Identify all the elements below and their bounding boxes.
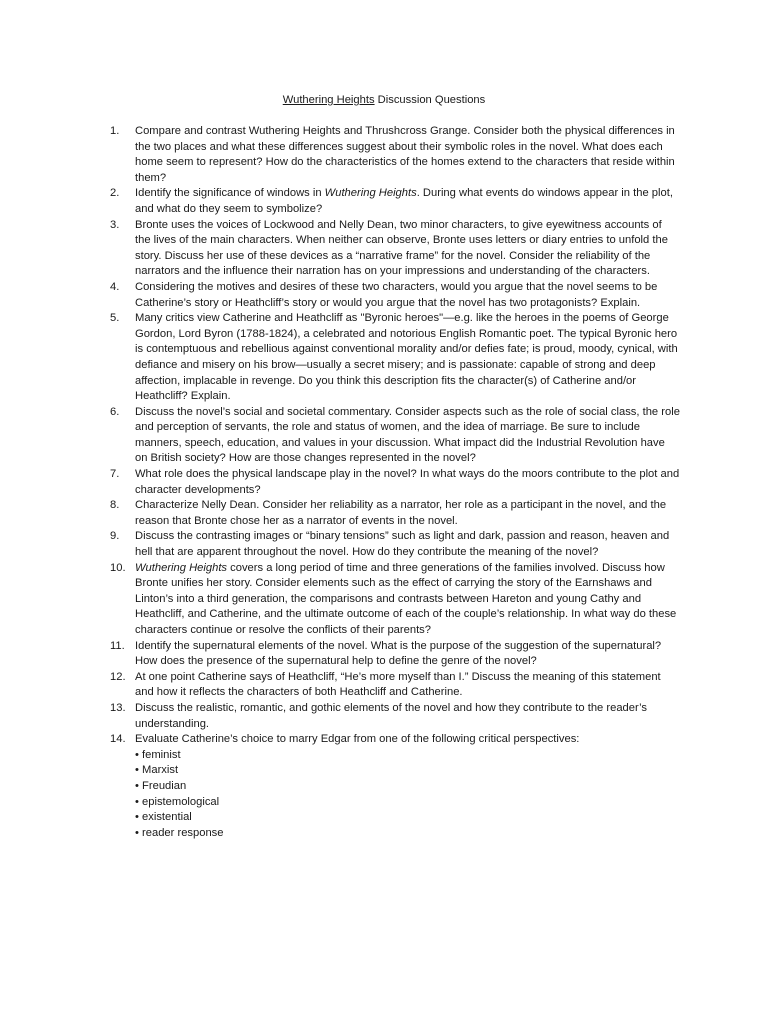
question-14 (110, 732, 680, 841)
question-list (110, 124, 680, 841)
question-text: Discuss the realistic, romantic, and gothic elements of the novel and how they contribute to the reader’s understanding. (135, 701, 648, 730)
question-number: 2. (110, 187, 120, 200)
title-suffix: Discussion Questions (374, 94, 486, 106)
question-9 (110, 529, 680, 560)
question-number: 6. (110, 405, 120, 418)
novel-title-italic: Wuthering Heights (324, 187, 417, 200)
question-1 (110, 124, 680, 186)
question-number: 1. (110, 125, 120, 137)
question-text: Discuss the contrasting images or “binary tensions” such as light and dark, passion and reason, heaven and hell that are apparent throughout the novel. How do they contribute the meaning of the novel? (135, 530, 670, 559)
question-text (135, 186, 680, 217)
question-11 (110, 639, 680, 670)
perspective-item: • feminist (135, 748, 680, 764)
document-title (0, 93, 768, 108)
question-2 (110, 186, 680, 217)
question-number: 4. (110, 280, 120, 293)
question-text: Characterize Nelly Dean. Consider her reliability as a narrator, her role as a participant in the novel, and the reason that Bronte chose her as a narrator of events in the novel. (135, 499, 667, 527)
question-number: 10. (110, 561, 126, 574)
question-text-part: covers a long period of time and three generations of the families involved. Discuss how Bronte unifies her story. Consider elements such as the effect of carrying the story of the Earnshaws and Linton’s into a third generation, the comparisons and contrasts between Hareton and young Cathy and Heathcliff, and Catherine, and the ultimate outcome of each of the couple’s relationship. In what way do these characters continue or resolve the conflicts of their parents? (135, 561, 677, 636)
question-text: Identify the supernatural elements of the novel. What is the purpose of the suggestion of the supernatural? How does the presence of the supernatural help to define the genre of the novel? (135, 639, 662, 668)
question-number: 13. (110, 701, 126, 714)
question-4 (110, 280, 680, 311)
question-text: Compare and contrast Wuthering Heights and Thrushcross Grange. Consider both the physical differences in the two places and what these differences suggest about their symbolic roles in the novel. What does each home seem to represent? How do the characteristics of the homes extend to the characters that reside within them? (135, 125, 675, 184)
question-5 (110, 311, 680, 405)
question-6 (110, 405, 680, 467)
question-text-part: Identify the significance of windows in (135, 187, 325, 200)
critical-perspectives-list (135, 748, 680, 842)
question-12 (110, 670, 680, 701)
question-text-part: . During what events do windows appear in the plot, and what do they seem to symbolize? (135, 187, 673, 215)
perspective-item: • existential (135, 810, 680, 826)
question-text: Considering the motives and desires of these two characters, would you argue that the novel seems to be Catherine’s story or Heathcliff’s story or would you argue that the novel has two protagonists? Explain. (135, 280, 658, 309)
question-10 (110, 561, 680, 639)
perspective-item: • Marxist (135, 763, 680, 779)
question-text: Evaluate Catherine’s choice to marry Edgar from one of the following critical perspectives: (135, 733, 580, 746)
novel-title-italic: Wuthering Heights (135, 561, 228, 574)
question-3 (110, 218, 680, 280)
question-number: 7. (110, 468, 120, 481)
question-number: 3. (110, 218, 120, 231)
question-7 (110, 467, 680, 498)
question-text: At one point Catherine says of Heathcliff, “He’s more myself than I.” Discuss the meaning of this statement and how it reflects the characters of both Heathcliff and Catherine. (135, 670, 661, 699)
question-text: Bronte uses the voices of Lockwood and Nelly Dean, two minor characters, to give eyewitness accounts of the lives of the main characters. When neither can observe, Bronte uses letters or diary entries to unfold the story. Discuss her use of these devices as a “narrative frame” for the novel. Consider the reliability of the narrators and the influence their narration has on your impressions and understanding of the characters. (135, 218, 668, 278)
question-number: 5. (110, 312, 120, 325)
question-number: 8. (110, 499, 120, 512)
question-number: 12. (110, 670, 126, 683)
title-novel-name: Wuthering Heights (282, 94, 375, 106)
question-text: What role does the physical landscape play in the novel? In what ways do the moors contribute to the plot and character developments? (135, 468, 680, 496)
perspective-item: • reader response (135, 826, 680, 842)
perspective-item: • epistemological (135, 795, 680, 811)
question-text: Many critics view Catherine and Heathcliff as "Byronic heroes"—e.g. like the heroes in the poems of George Gordon, Lord Byron (1788-1824), a celebrated and notorious English Romantic poet. The typical Byronic hero is contemptuous and rebellious against conventional morality and/or defies fate; is proud, moody, cynical, with defiance and misery on his brow—usually a secret misery; and is passionate: capable of strong and deep affection, implacable in revenge. Do you think this description fits the character(s) of Catherine and/or Heathcliff? Explain. (135, 312, 678, 403)
question-number: 14. (110, 733, 126, 746)
question-text: Discuss the novel’s social and societal commentary. Consider aspects such as the role of social class, the role and perception of servants, the role and status of women, and the idea of marriage. Be sure to include manners, speech, education, and values in your discussion. What impact did the Industrial Revolution have on British society? How are those changes represented in the novel? (135, 405, 680, 465)
question-text (135, 561, 680, 639)
question-13 (110, 701, 680, 732)
perspective-item: • Freudian (135, 779, 680, 795)
question-number: 9. (110, 530, 120, 543)
question-8 (110, 498, 680, 529)
question-number: 11. (110, 639, 125, 652)
